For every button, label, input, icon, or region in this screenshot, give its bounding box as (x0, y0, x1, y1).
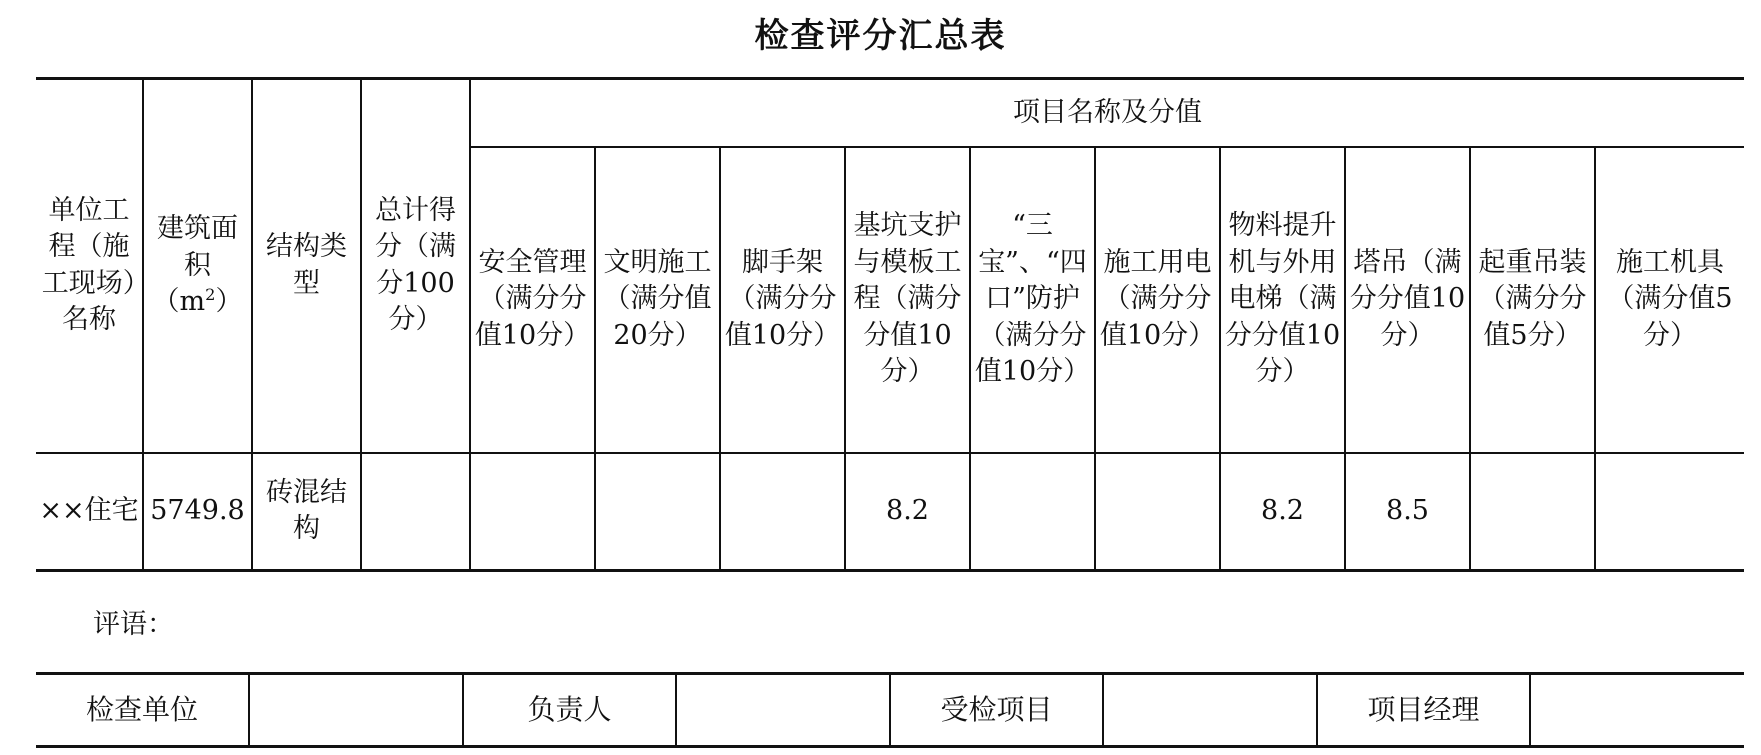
project-group-header: 项目名称及分值 (470, 79, 1744, 147)
item-header-foundation-formwork: 基坑支护与模板工程（满分分值10分） (845, 147, 970, 453)
structure-header: 结构类型 (252, 79, 361, 453)
item-header-civilized-construction: 文明施工（满分值20分） (595, 147, 720, 453)
responsible-person-label: 负责人 (463, 674, 676, 747)
item-header-machinery: 施工机具（满分值5分） (1595, 147, 1744, 453)
cell-structure: 砖混结构 (252, 453, 361, 571)
responsible-person-field[interactable] (676, 674, 890, 747)
project-manager-label: 项目经理 (1317, 674, 1530, 747)
total-header: 总计得分（满分100分） (361, 79, 470, 453)
inspected-project-field[interactable] (1103, 674, 1317, 747)
cell-unit-name: ××住宅 (36, 453, 143, 571)
cell-score-lifting (1470, 453, 1595, 571)
project-manager-field[interactable] (1530, 674, 1744, 747)
item-header-construction-electricity: 施工用电（满分分值10分） (1095, 147, 1220, 453)
area-header-text: 建筑面积 (157, 213, 238, 281)
comment-label: 评语： (93, 609, 174, 640)
cell-score-tower-crane: 8.5 (1345, 453, 1470, 571)
signature-table (36, 672, 1744, 748)
item-header-tower-crane: 塔吊（满分分值10分） (1345, 147, 1470, 453)
cell-score-hoist-elevator: 8.2 (1220, 453, 1345, 571)
cell-score-machinery (1595, 453, 1744, 571)
score-summary-table (36, 77, 1744, 572)
inspection-unit-label: 检查单位 (36, 674, 249, 747)
item-header-lifting: 起重吊装（满分分值5分） (1470, 147, 1595, 453)
cell-total (361, 453, 470, 571)
item-header-three-treasures-four-openings: “三宝”、“四口”防护（满分分值10分） (970, 147, 1095, 453)
unit-name-header: 单位工程（施工现场）名称 (36, 79, 143, 453)
cell-score-foundation-formwork: 8.2 (845, 453, 970, 571)
page-title: 检查评分汇总表 (754, 16, 1007, 56)
item-header-safety-management: 安全管理（满分分值10分） (470, 147, 595, 453)
cell-score-three-treasures-four-openings (970, 453, 1095, 571)
inspection-unit-field[interactable] (249, 674, 463, 747)
item-header-hoist-elevator: 物料提升机与外用电梯（满分分值10分） (1220, 147, 1345, 453)
cell-score-safety-management (470, 453, 595, 571)
cell-score-construction-electricity (1095, 453, 1220, 571)
area-header-sup: 2 (205, 284, 216, 304)
area-header-unit: （m (152, 285, 206, 317)
cell-score-scaffolding (720, 453, 845, 571)
area-header (143, 79, 252, 453)
cell-score-civilized-construction (595, 453, 720, 571)
inspected-project-label: 受检项目 (890, 674, 1103, 747)
item-header-scaffolding: 脚手架（满分分值10分） (720, 147, 845, 453)
cell-area: 5749.8 (143, 453, 252, 571)
area-header-close: ） (215, 285, 243, 317)
